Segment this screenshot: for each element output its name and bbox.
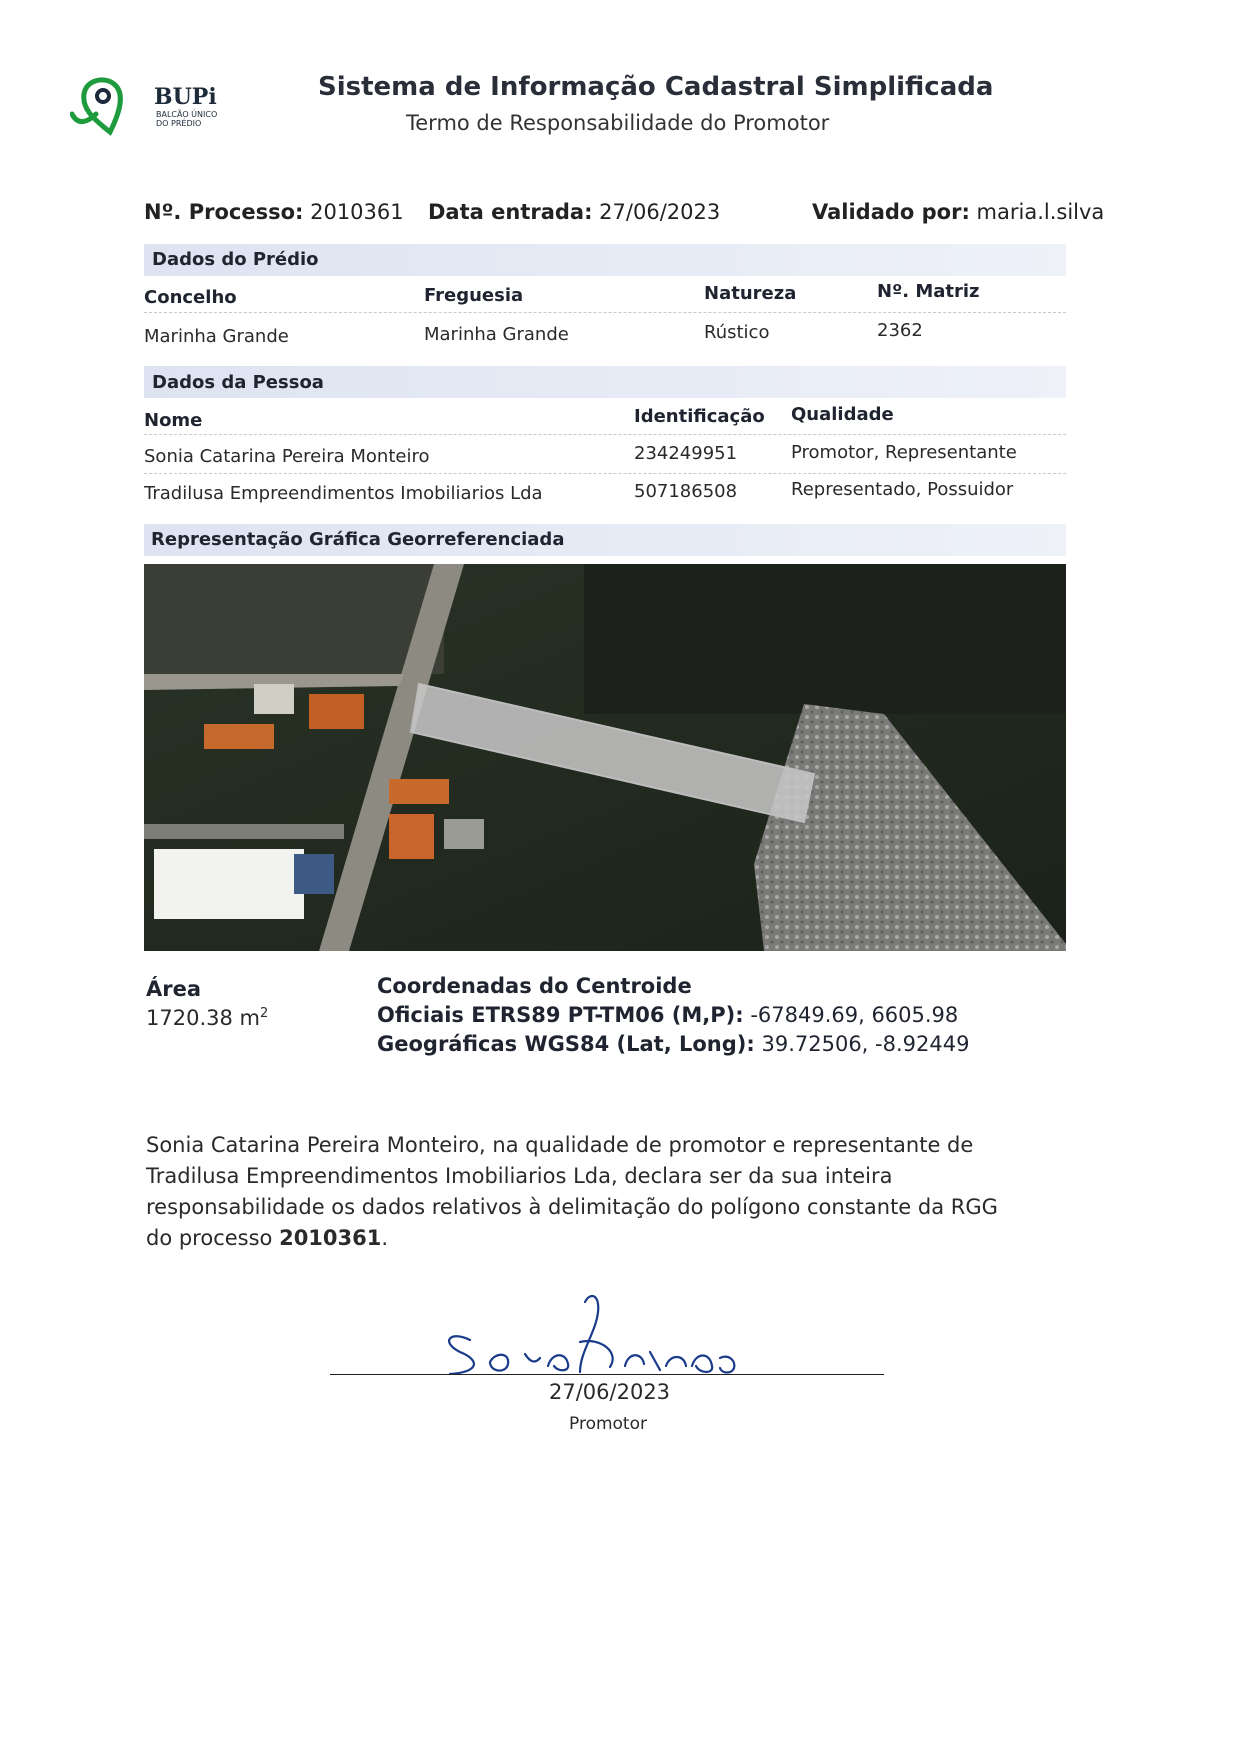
header-identificacao: Identificação	[634, 406, 765, 427]
coords-geograficas: Geográficas WGS84 (Lat, Long): 39.72506, -8.92449	[377, 1032, 970, 1056]
area-value: 1720.38 $m^2$	[146, 1006, 269, 1030]
data-entrada-field: Data entrada: 27/06/2023	[428, 200, 721, 224]
handwritten-signature	[430, 1282, 780, 1392]
cell-freguesia: Marinha Grande	[424, 324, 569, 345]
signature-date: 27/06/2023	[549, 1380, 671, 1404]
table-row-nome: Tradilusa Empreendimentos Imobiliarios Lda	[144, 483, 543, 504]
cell-matriz: 2362	[877, 320, 923, 341]
table-row-nome: Sonia Catarina Pereira Monteiro	[144, 446, 430, 467]
divider	[144, 312, 1066, 313]
table-row-identificacao: 507186508	[634, 481, 738, 502]
cell-concelho: Marinha Grande	[144, 326, 289, 347]
table-row-identificacao: 234249951	[634, 443, 738, 464]
signature-line	[330, 1374, 884, 1375]
declaration-text: Sonia Catarina Pereira Monteiro, na qualidade de promotor e representante de Tradilusa Empreendimentos Imobiliarios Lda, declara ser da sua inteira responsabilidade os dados relativos à delimitação do polígono constante da RGG do processo 2010361.	[146, 1133, 998, 1250]
page-title: Sistema de Informação Cadastral Simplificada	[318, 72, 994, 102]
page-subtitle: Termo de Responsabilidade do Promotor	[406, 111, 830, 135]
coords-oficiais: Oficiais ETRS89 PT-TM06 (M,P): -67849.69, 6605.98	[377, 1003, 959, 1027]
header-natureza: Natureza	[704, 283, 797, 304]
logo-subtitle: BALCÃO ÚNICO DO PRÉDIO	[156, 110, 218, 128]
table-row-qualidade: Promotor, Representante	[791, 442, 1017, 463]
section-title-predio: Dados do Prédio	[152, 249, 319, 270]
section-title-rgg: Representação Gráfica Georreferenciada	[151, 529, 565, 550]
validado-field: Validado por: maria.l.silva	[812, 200, 1105, 224]
processo-field: Nº. Processo: 2010361	[144, 200, 404, 224]
section-title-pessoa: Dados da Pessoa	[152, 372, 324, 393]
logo-brand: BUPi	[154, 84, 217, 110]
table-row-qualidade: Representado, Possuidor	[791, 479, 1014, 500]
divider	[144, 473, 1066, 474]
coords-title: Coordenadas do Centroide	[377, 974, 692, 998]
signature-role: Promotor	[569, 1414, 647, 1434]
aerial-map-image	[144, 564, 1066, 951]
divider	[144, 434, 1066, 435]
header-nome: Nome	[144, 410, 203, 431]
header-qualidade: Qualidade	[791, 404, 894, 425]
area-label: Área	[146, 977, 202, 1001]
cell-natureza: Rústico	[704, 322, 770, 343]
location-pin-icon	[84, 80, 121, 132]
header-matriz: Nº. Matriz	[877, 281, 980, 302]
header-concelho: Concelho	[144, 287, 237, 308]
header-freguesia: Freguesia	[424, 285, 524, 306]
